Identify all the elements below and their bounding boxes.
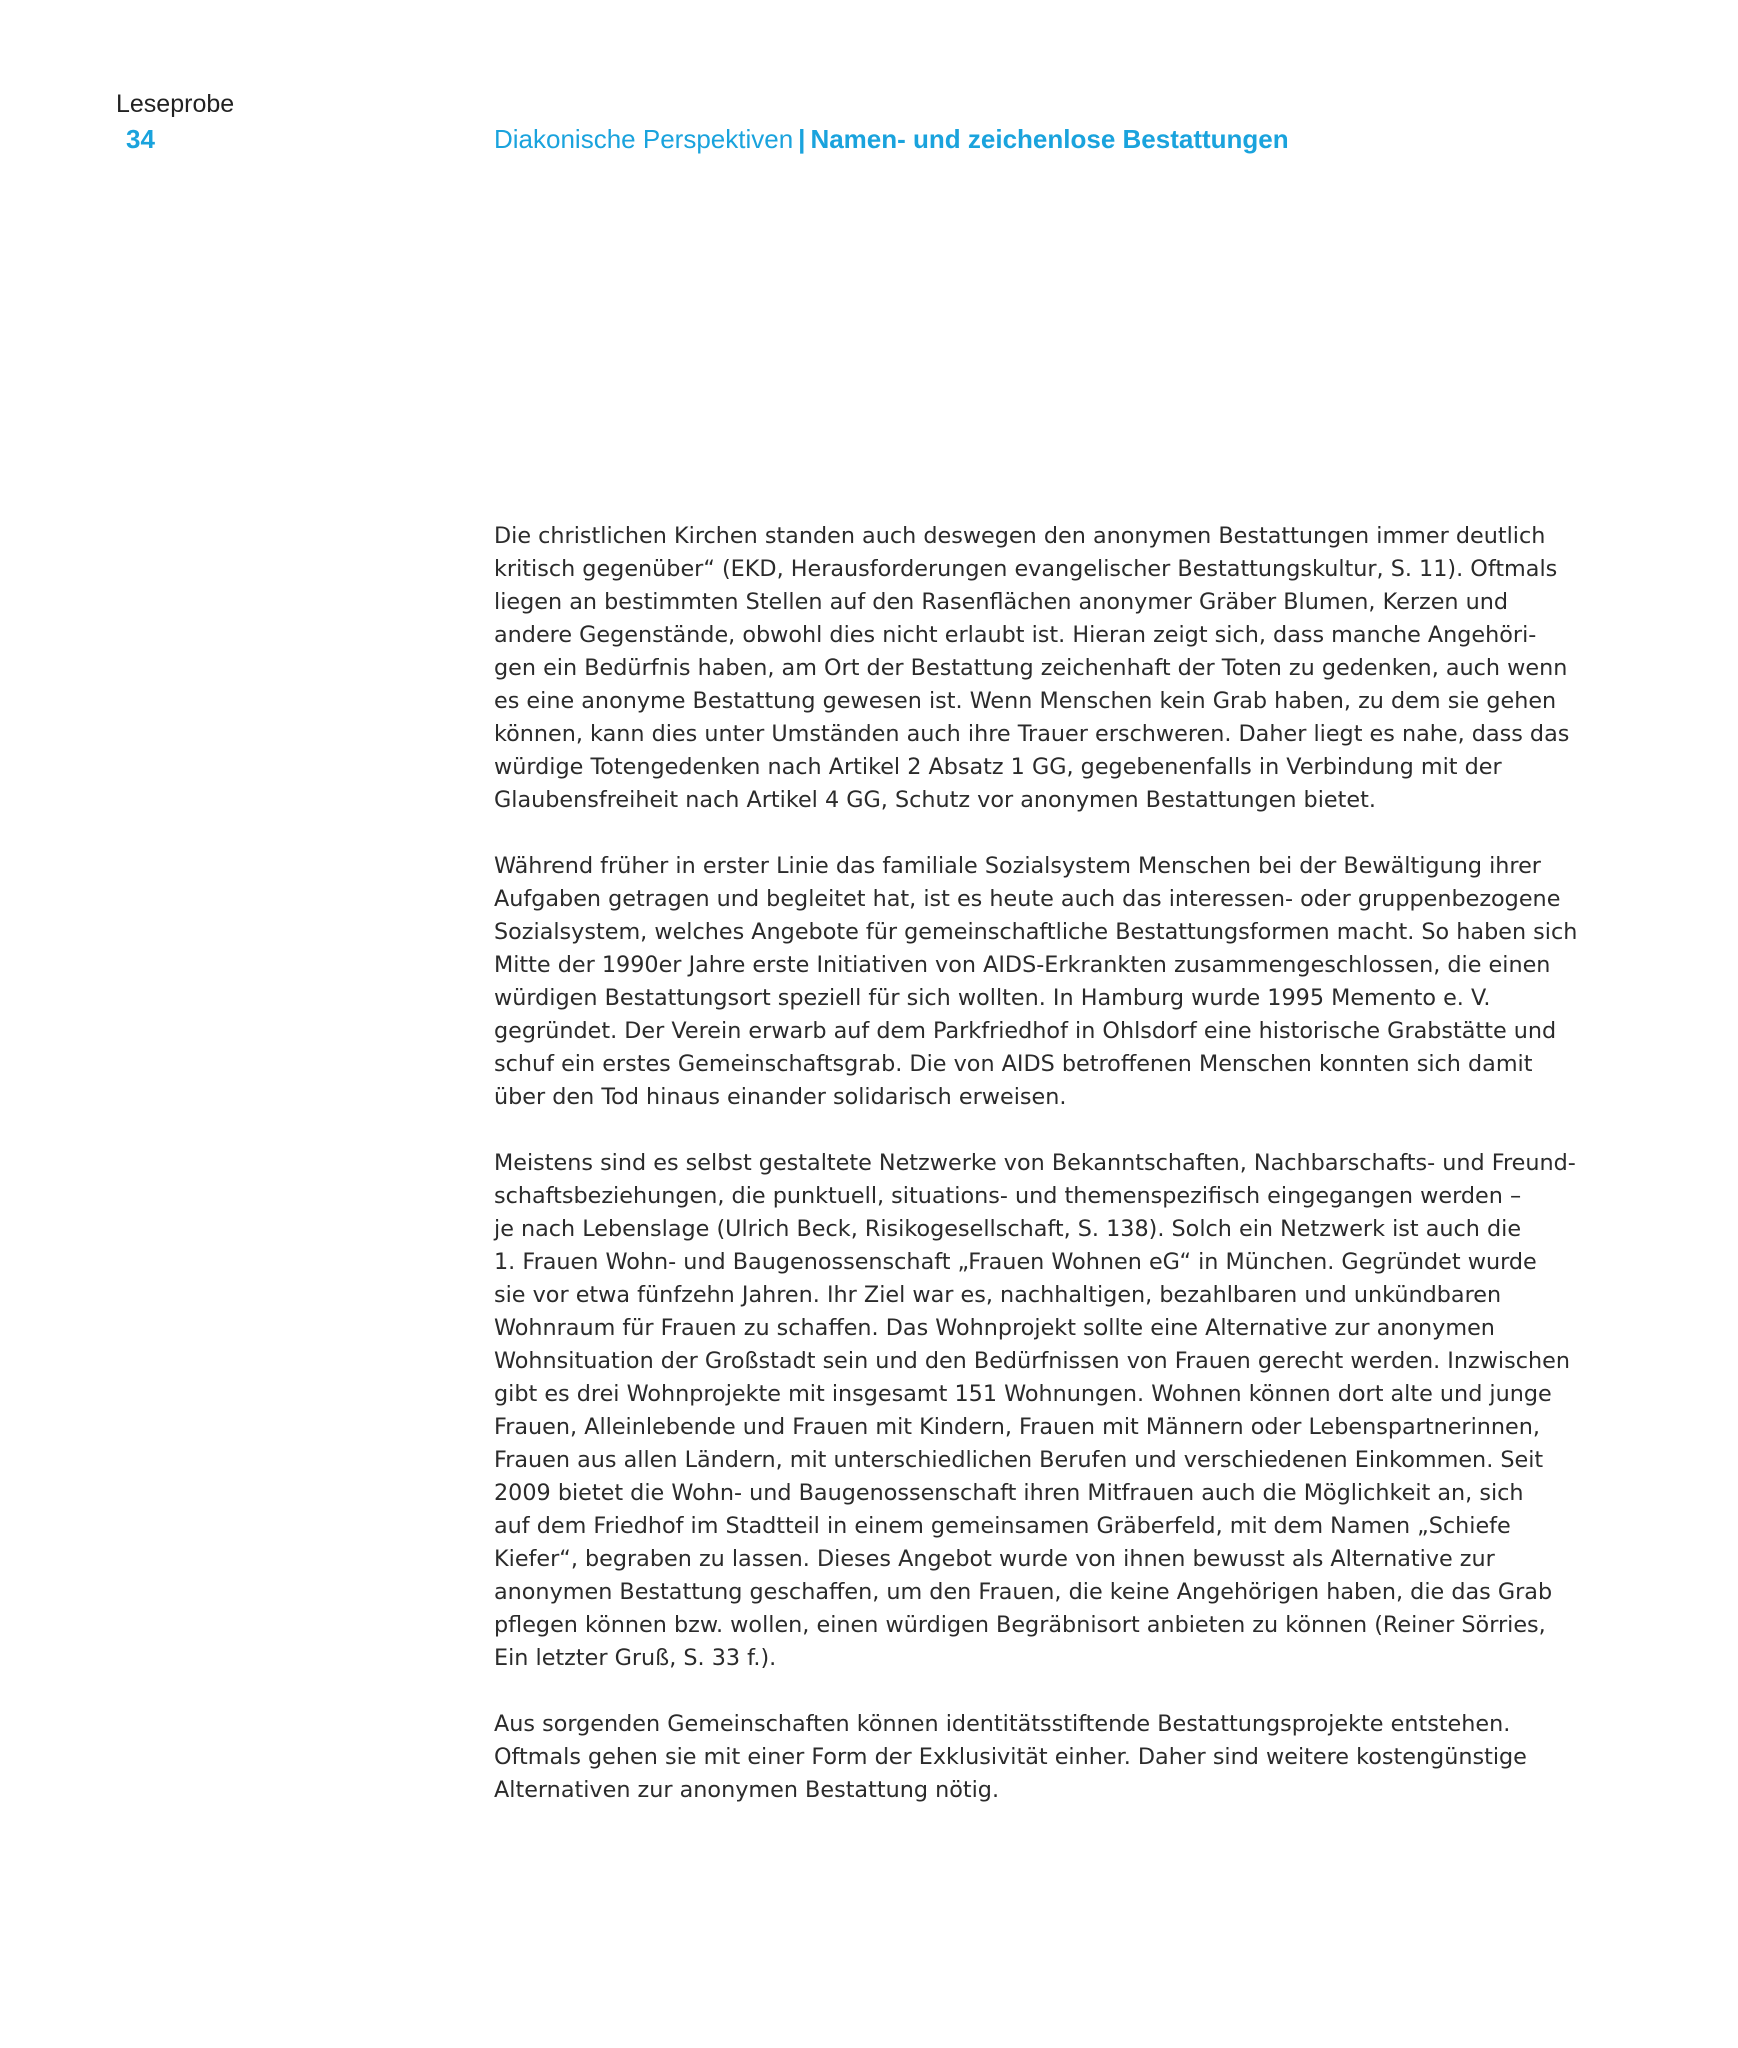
text-line: Meistens sind es selbst gestaltete Netzwerke von Bekanntschaften, Nachbarschafts- und Freund-: [494, 1150, 1576, 1176]
text-line: Oftmals gehen sie mit einer Form der Exklusivität einher. Daher sind weitere kostengünstige: [494, 1744, 1527, 1770]
text-line: sie vor etwa fünfzehn Jahren. Ihr Ziel war es, nachhaltigen, bezahlbaren und unkündbaren: [494, 1282, 1502, 1308]
chapter-title: Namen- und zeichenlose Bestattungen: [810, 124, 1289, 154]
text-line: gibt es drei Wohnprojekte mit insgesamt 151 Wohnungen. Wohnen können dort alte und junge: [494, 1381, 1552, 1407]
text-line: auf dem Friedhof im Stadtteil in einem gemeinsamen Gräberfeld, mit dem Namen „Schiefe: [494, 1513, 1511, 1539]
paragraph-gap: [494, 1114, 1564, 1147]
text-line: würdige Totengedenken nach Artikel 2 Absatz 1 GG, gegebenenfalls in Verbindung mit der: [494, 754, 1502, 780]
text-line: Aus sorgenden Gemeinschaften können identitätsstiftende Bestattungsprojekte entstehen.: [494, 1711, 1511, 1737]
body-text: [494, 520, 1578, 1807]
text-line: 2009 bietet die Wohn- und Baugenossenschaft ihren Mitfrauen auch die Möglichkeit an, sich: [494, 1480, 1524, 1506]
paragraph: [494, 850, 1578, 1114]
text-line: Ein letzter Gruß, S. 33 f.).: [494, 1645, 777, 1671]
text-line: andere Gegenstände, obwohl dies nicht erlaubt ist. Hieran zeigt sich, dass manche Angehöri-: [494, 622, 1537, 648]
text-line: liegen an bestimmten Stellen auf den Rasenflächen anonymer Gräber Blumen, Kerzen und: [494, 589, 1509, 615]
text-line: Glaubensfreiheit nach Artikel 4 GG, Schutz vor anonymen Bestattungen bietet.: [494, 787, 1376, 813]
text-line: Mitte der 1990er Jahre erste Initiativen von AIDS-Erkrankten zusammengeschlossen, die einen: [494, 952, 1551, 978]
text-line: Kiefer“, begraben zu lassen. Dieses Angebot wurde von ihnen bewusst als Alternative zur: [494, 1546, 1495, 1572]
text-line: Wohnsituation der Großstadt sein und den Bedürfnissen von Frauen gerecht werden. Inzwischen: [494, 1348, 1570, 1374]
text-line: können, kann dies unter Umständen auch ihre Trauer erschweren. Daher liegt es nahe, dass das: [494, 721, 1570, 747]
text-line: Die christlichen Kirchen standen auch deswegen den anonymen Bestattungen immer deutlich: [494, 523, 1546, 549]
text-line: schuf ein erstes Gemeinschaftsgrab. Die von AIDS betroffenen Menschen konnten sich damit: [494, 1051, 1533, 1077]
text-line: anonymen Bestattung geschaffen, um den Frauen, die keine Angehörigen haben, die das Grab: [494, 1579, 1553, 1605]
text-line: pflegen können bzw. wollen, einen würdigen Begräbnisort anbieten zu können (Reiner Sörries,: [494, 1612, 1546, 1638]
paragraph-gap: [494, 1675, 1564, 1708]
text-line: Während früher in erster Linie das familiale Sozialsystem Menschen bei der Bewältigung ihrer: [494, 853, 1541, 879]
page-number: 34: [126, 124, 155, 154]
text-line: gen ein Bedürfnis haben, am Ort der Bestattung zeichenhaft der Toten zu gedenken, auch wenn: [494, 655, 1568, 681]
text-line: Frauen aus allen Ländern, mit unterschiedlichen Berufen und verschiedenen Einkommen. Seit: [494, 1447, 1544, 1473]
section-title: Diakonische Perspektiven: [494, 124, 794, 154]
text-line: Aufgaben getragen und begleitet hat, ist es heute auch das interessen- oder gruppenbezogene: [494, 886, 1561, 912]
text-line: über den Tod hinaus einander solidarisch erweisen.: [494, 1084, 1067, 1110]
paragraph: [494, 520, 1570, 817]
header-separator: |: [798, 124, 806, 154]
text-line: Alternativen zur anonymen Bestattung nötig.: [494, 1777, 1000, 1803]
paragraph: [494, 1147, 1576, 1675]
text-line: 1. Frauen Wohn- und Baugenossenschaft „Frauen Wohnen eG“ in München. Gegründet wurde: [494, 1249, 1537, 1275]
text-line: kritisch gegenüber“ (EKD, Herausforderungen evangelischer Bestattungskultur, S. 11). Oftmals: [494, 556, 1558, 582]
text-line: schaftsbeziehungen, die punktuell, situations- und themenspezifisch eingegangen werden –: [494, 1183, 1522, 1209]
text-line: je nach Lebenslage (Ulrich Beck, Risikogesellschaft, S. 138). Solch ein Netzwerk ist auch die: [494, 1216, 1522, 1242]
text-line: Wohnraum für Frauen zu schaffen. Das Wohnprojekt sollte eine Alternative zur anonymen: [494, 1315, 1495, 1341]
text-line: Sozialsystem, welches Angebote für gemeinschaftliche Bestattungsformen macht. So haben sich: [494, 919, 1578, 945]
text-line: würdigen Bestattungsort speziell für sich wollten. In Hamburg wurde 1995 Memento e. V.: [494, 985, 1491, 1011]
paragraph: [494, 1708, 1564, 1807]
leseprobe-label: Leseprobe: [116, 90, 235, 118]
text-line: es eine anonyme Bestattung gewesen ist. Wenn Menschen kein Grab haben, zu dem sie gehen: [494, 688, 1557, 714]
running-header: [494, 124, 1289, 155]
text-line: gegründet. Der Verein erwarb auf dem Parkfriedhof in Ohlsdorf eine historische Grabstätte und: [494, 1018, 1557, 1044]
text-line: Frauen, Alleinlebende und Frauen mit Kindern, Frauen mit Männern oder Lebenspartnerinnen,: [494, 1414, 1540, 1440]
paragraph-gap: [494, 817, 1564, 850]
